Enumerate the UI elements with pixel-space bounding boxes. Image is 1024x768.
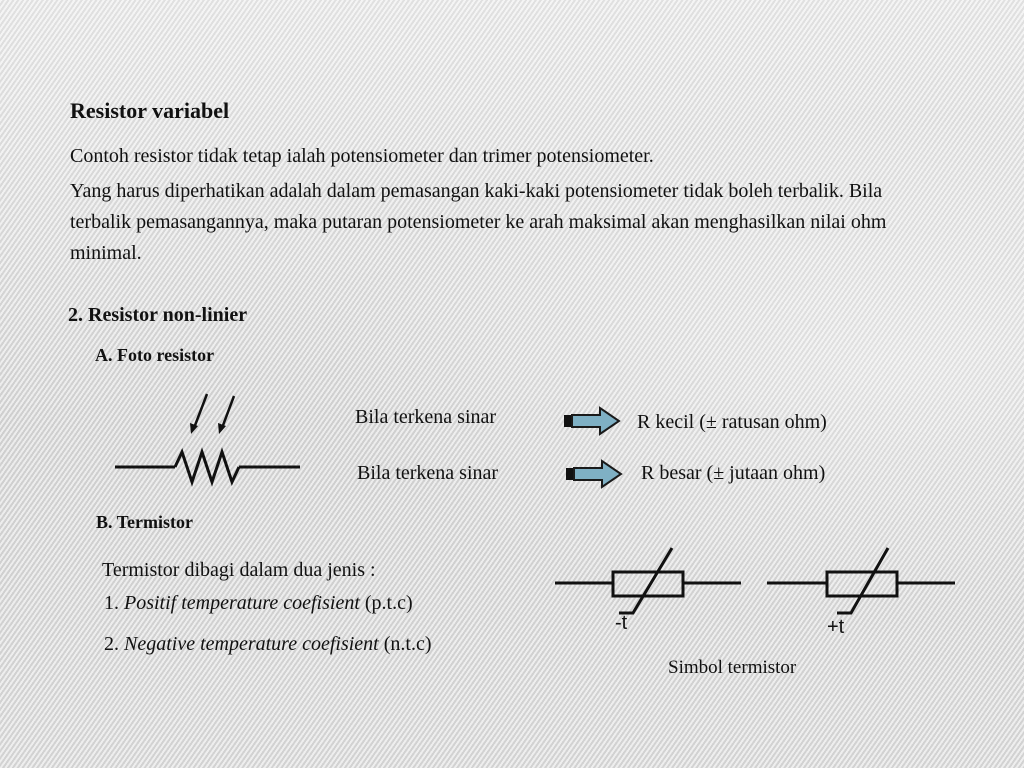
item-abbr: (p.t.c) (364, 592, 413, 614)
condition-2-text: Bila terkena sinar (357, 462, 499, 484)
section1-paragraph: Yang harus diperhatikan adalah dalam pemasangan kaki-kaki potensiometer tidak boleh terbalik. Bila terbalik pemasangannya, maka putaran potensiometer ke arah maksimal akan menghasilkan nilai ohm minimal. (70, 180, 887, 264)
section1-title: Resistor variabel (70, 98, 230, 123)
termistor-intro: Termistor dibagi dalam dua jenis : (102, 559, 376, 581)
symbol-caption: Simbol termistor (668, 657, 797, 678)
thermistor-1-label: -t (615, 612, 628, 634)
termistor-title: B. Termistor (96, 512, 193, 532)
termistor-item-2 (104, 633, 432, 656)
foto-resistor-title: A. Foto resistor (95, 345, 215, 365)
item-name: Positif temperature coefisient (124, 592, 360, 614)
item-name: Negative temperature coefisient (124, 633, 379, 655)
right-arrow-icon (562, 405, 622, 437)
item-abbr: (n.t.c) (383, 633, 432, 655)
thermistor-symbol-icon (767, 545, 957, 620)
item-number: 2. (104, 633, 119, 655)
section2-title: 2. Resistor non-linier (68, 304, 248, 326)
item-number: 1. (104, 592, 119, 614)
photoresistor-symbol-icon (110, 390, 305, 490)
right-arrow-icon (564, 458, 624, 490)
termistor-item-1 (104, 592, 413, 615)
thermistor-2-label: +t (827, 616, 845, 638)
section1-line1: Contoh resistor tidak tetap ialah potensiometer dan trimer potensiometer. (70, 145, 654, 167)
condition-1-text: Bila terkena sinar (355, 406, 497, 428)
result-2-text: R besar (± jutaan ohm) (641, 462, 826, 484)
thermistor-symbol-icon (555, 545, 745, 620)
result-1-text: R kecil (± ratusan ohm) (637, 411, 827, 433)
